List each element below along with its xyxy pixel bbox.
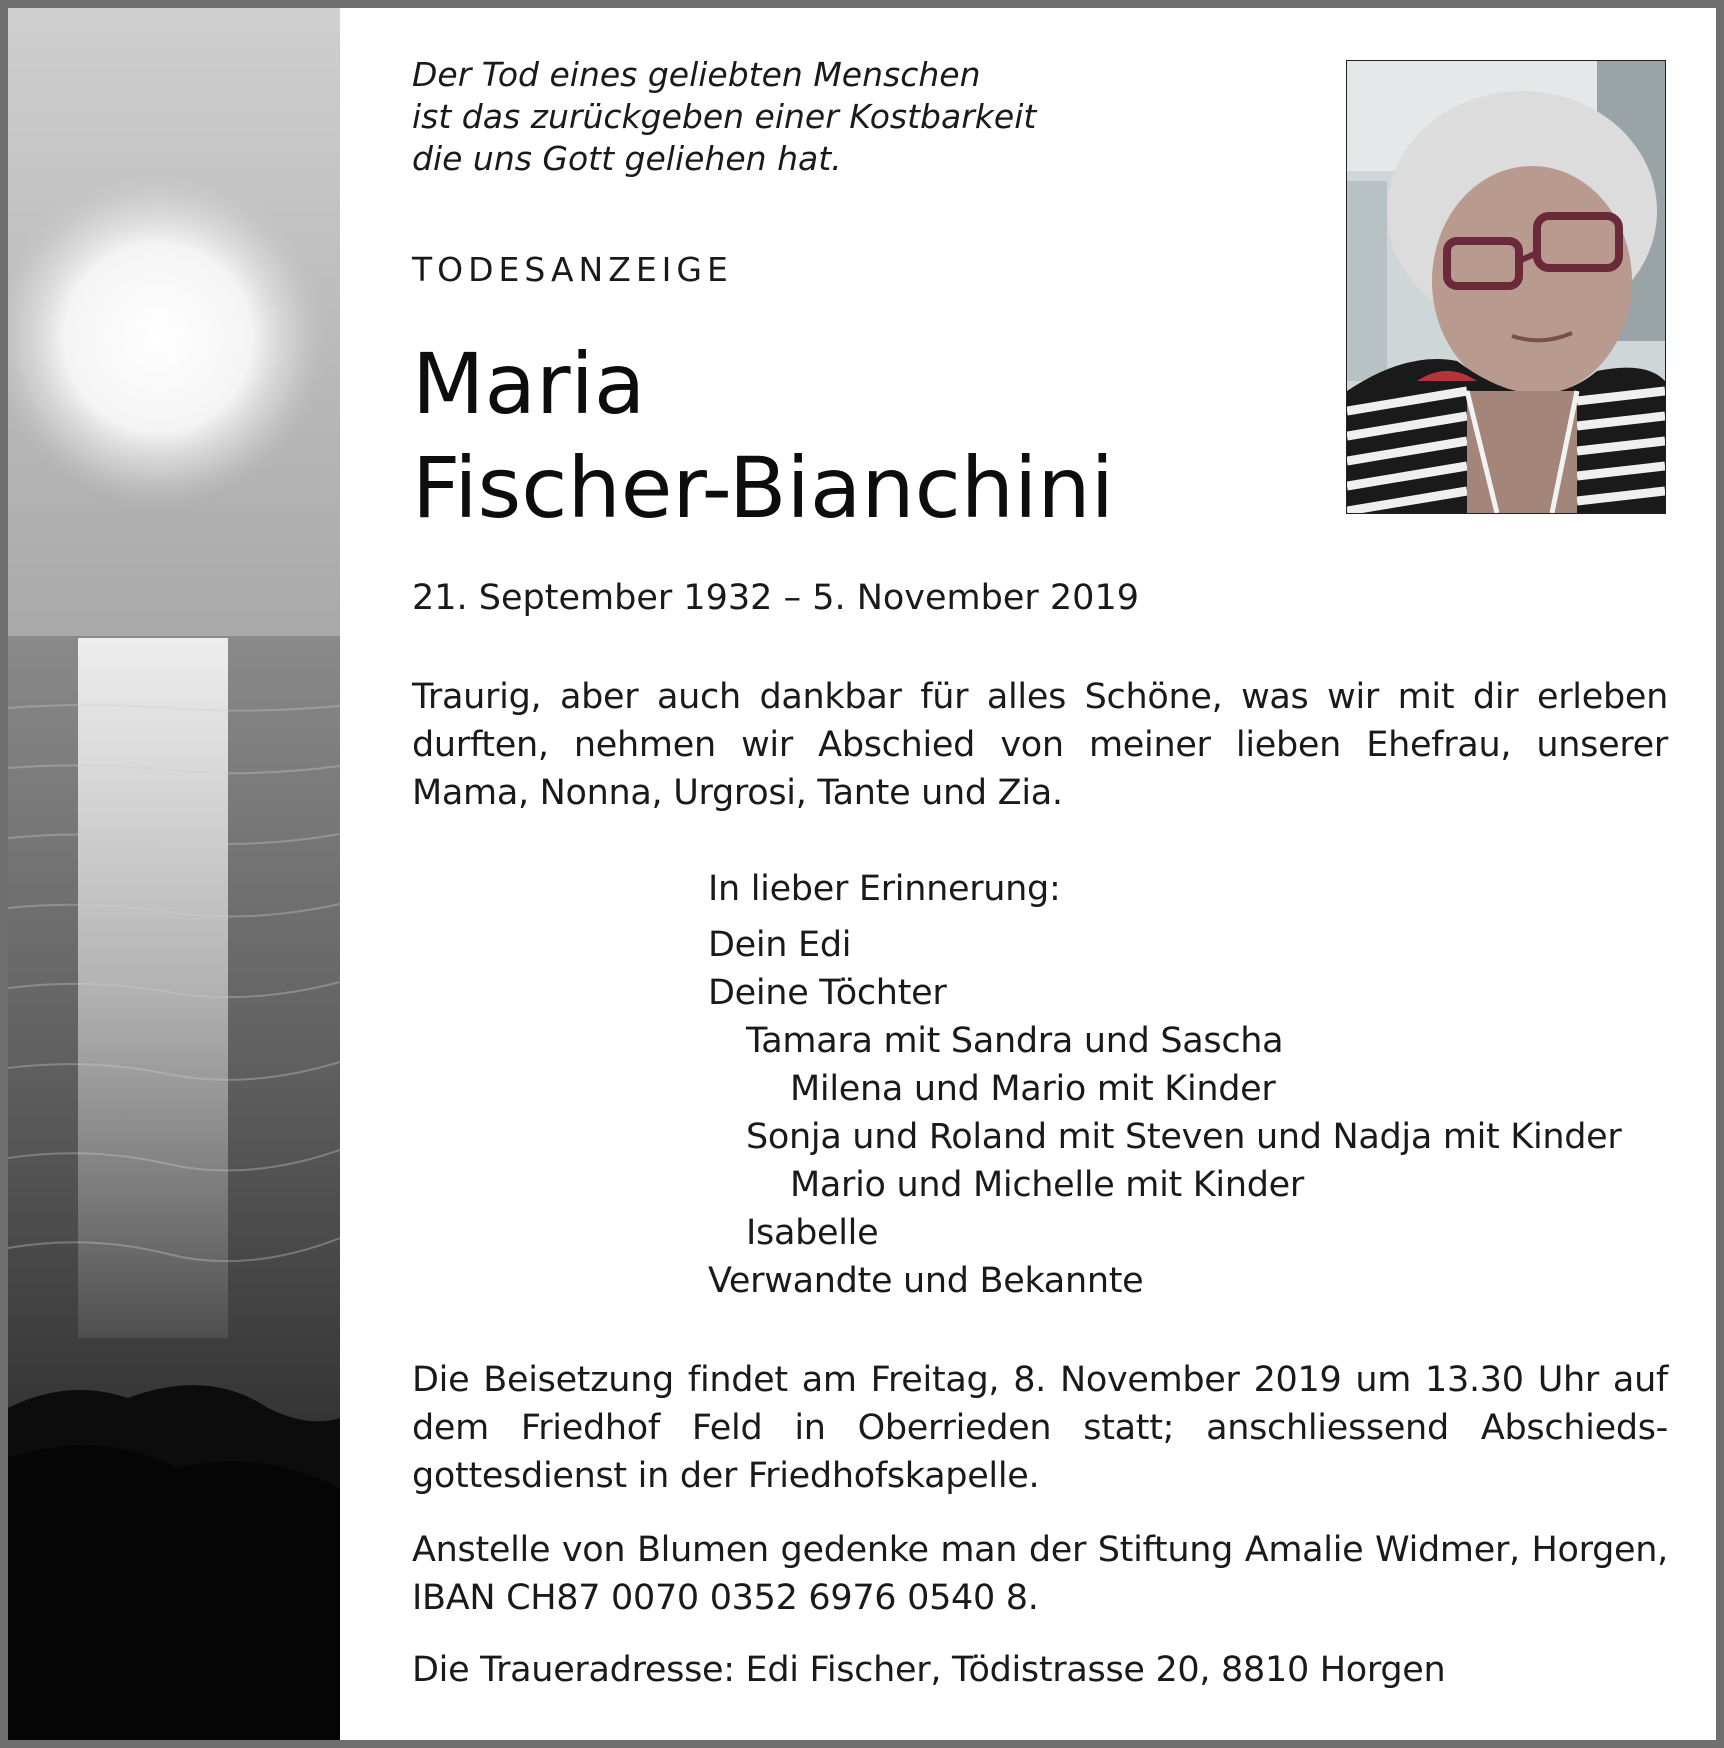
last-name: Fischer-Bianchini <box>412 439 1114 537</box>
motto-line: die uns Gott geliehen hat. <box>412 139 842 178</box>
motto-quote <box>412 54 1036 180</box>
sea-sunset-photo <box>8 8 340 1740</box>
life-dates: 21. September 1932 – 5. November 2019 <box>412 578 1139 618</box>
mourner-line: Mario und Michelle mit Kinder <box>790 1165 1304 1205</box>
mourner-line: Milena und Mario mit Kinder <box>790 1069 1276 1109</box>
mourner-line: Isabelle <box>746 1213 879 1253</box>
mourner-line: Dein Edi <box>708 925 852 965</box>
address-line: Die Traueradresse: Edi Fischer, Tödistrasse 20, 8810 Horgen <box>412 1650 1446 1690</box>
first-name: Maria <box>412 335 646 433</box>
burial-paragraph: Die Beisetzung findet am Freitag, 8. November 2019 um 13.30 Uhr auf dem Friedhof Feld in Oberrieden statt; anschliessend Abschieds-gottesdienst in der Friedhofskapelle. <box>412 1360 1668 1496</box>
mourner-line: Deine Töchter <box>708 973 947 1013</box>
mourner-line: Sonja und Roland mit Steven und Nadja mit Kinder <box>746 1117 1622 1157</box>
portrait-photo <box>1346 60 1666 514</box>
donation-paragraph: Anstelle von Blumen gedenke man der Stiftung Amalie Widmer, Horgen, IBAN CH87 0070 0352 6976 0540 8. <box>412 1530 1668 1618</box>
deceased-name <box>412 332 1114 540</box>
notice-label: TODESANZEIGE <box>412 250 733 289</box>
mourners-list <box>708 865 1622 1305</box>
intro-paragraph: Traurig, aber auch dankbar für alles Schöne, was wir mit dir erleben durften, nehmen wir Abschied von meiner lieben Ehefrau, unserer Mama, Nonna, Urgrosi, Tante und Zia. <box>412 677 1668 813</box>
mourner-line: Verwandte und Bekannte <box>708 1261 1144 1301</box>
motto-line: ist das zurückgeben einer Kostbarkeit <box>412 97 1037 136</box>
mourners-heading: In lieber Erinnerung: <box>708 869 1061 909</box>
motto-line: Der Tod eines geliebten Menschen <box>412 55 981 94</box>
mourner-line: Tamara mit Sandra und Sascha <box>746 1021 1284 1061</box>
obituary-page <box>8 8 1716 1740</box>
